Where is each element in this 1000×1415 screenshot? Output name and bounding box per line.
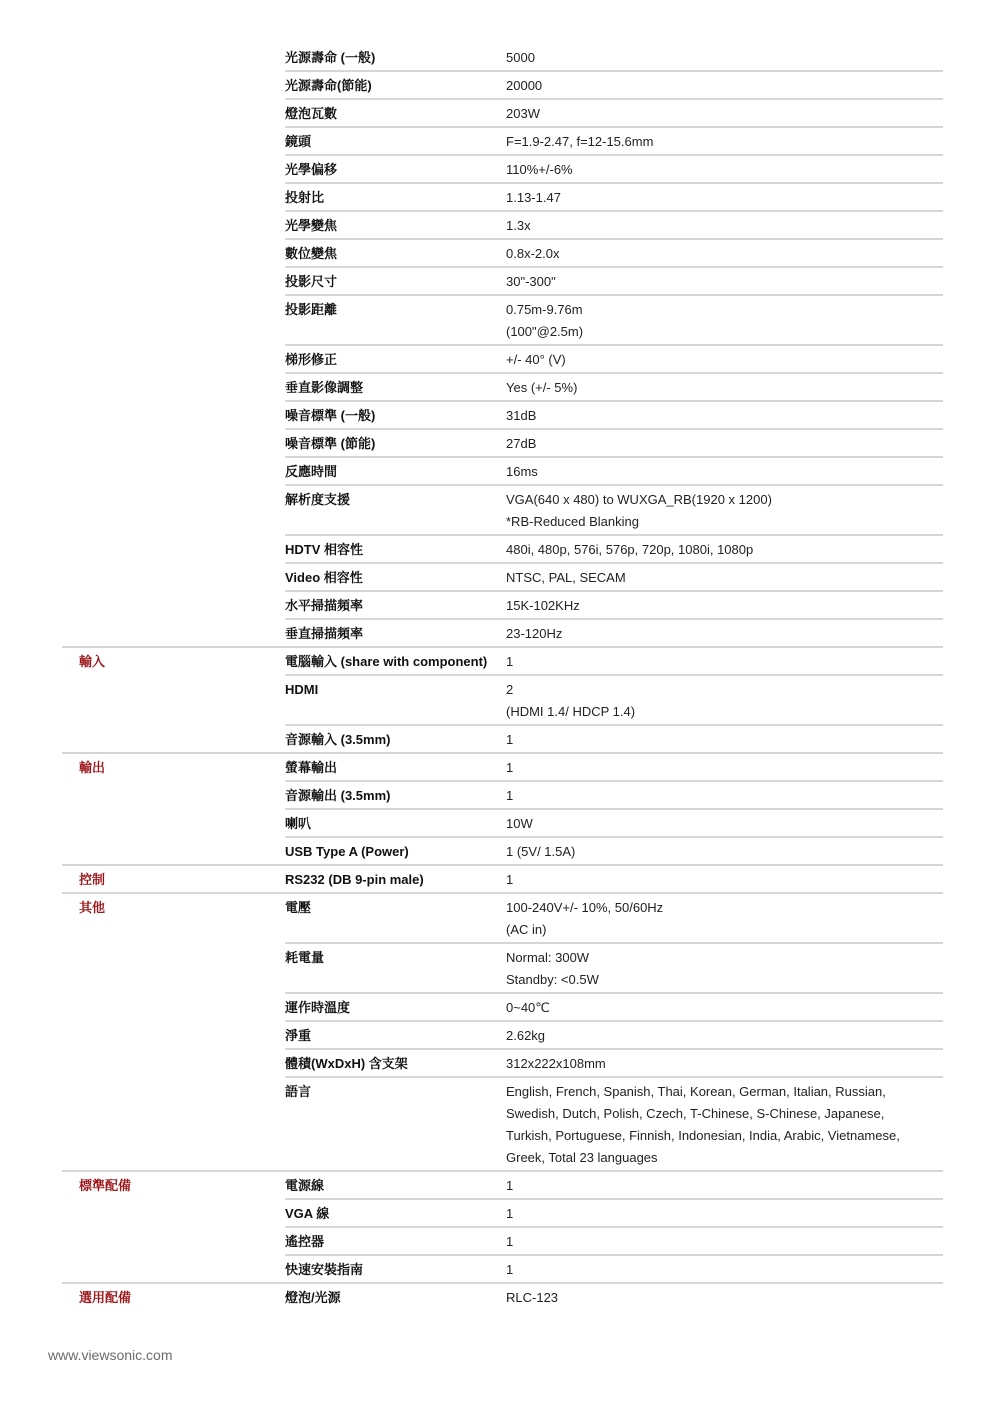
spec-value [506, 489, 943, 533]
spec-label: 數位變焦 [285, 246, 338, 261]
spec-section [62, 1172, 943, 1284]
spec-label: 運作時溫度 [285, 1000, 351, 1015]
spec-value [506, 1259, 943, 1281]
spec-value [506, 75, 943, 97]
spec-label: 光學變焦 [285, 218, 338, 233]
spec-value-line: 1.13-1.47 [506, 190, 561, 205]
spec-value-line: 1 [506, 788, 514, 803]
spec-value-line: 1 [506, 1178, 514, 1193]
spec-value-line: 20000 [506, 78, 543, 93]
section-rows [285, 1172, 943, 1282]
spec-value-line: Normal: 300W [506, 950, 590, 965]
spec-value-line: 1 [506, 654, 514, 669]
spec-value-line: 1 [506, 1206, 514, 1221]
spec-row [285, 72, 943, 100]
spec-label: 燈泡瓦數 [285, 106, 338, 121]
spec-value-line: 480i, 480p, 576i, 576p, 720p, 1080i, 1080p [506, 542, 754, 557]
spec-row [285, 1050, 943, 1078]
spec-value-line: NTSC, PAL, SECAM [506, 570, 626, 585]
spec-value [506, 595, 943, 617]
spec-label: VGA 線 [285, 1206, 330, 1221]
spec-value-line: 30"-300" [506, 274, 556, 289]
section-category: 其他 [79, 900, 106, 915]
spec-row [285, 1022, 943, 1050]
spec-label: 光源壽命(節能) [285, 78, 372, 93]
spec-row [285, 240, 943, 268]
spec-label: USB Type A (Power) [285, 844, 409, 859]
spec-row [285, 374, 943, 402]
spec-section [62, 1284, 943, 1310]
spec-value [506, 869, 943, 891]
spec-row [285, 212, 943, 240]
spec-value-line: 100-240V+/- 10%, 50/60Hz [506, 900, 664, 915]
spec-label: 語言 [285, 1084, 312, 1099]
spec-label: 快速安裝指南 [285, 1262, 364, 1277]
spec-label: 體積(WxDxH) 含支架 [285, 1056, 408, 1071]
spec-value-line: 0.75m-9.76m [506, 302, 583, 317]
spec-row [285, 296, 943, 346]
spec-value-line: 1 (5V/ 1.5A) [506, 844, 576, 859]
spec-value [506, 947, 943, 991]
spec-value [506, 187, 943, 209]
spec-row [285, 782, 943, 810]
spec-value-line: (AC in) [506, 922, 547, 937]
spec-value [506, 841, 943, 863]
spec-value [506, 299, 943, 343]
spec-value [506, 433, 943, 455]
spec-row [285, 1078, 943, 1170]
spec-value-line: Standby: <0.5W [506, 972, 599, 987]
spec-label: 燈泡/光源 [285, 1290, 341, 1305]
spec-value [506, 377, 943, 399]
spec-label: 光源壽命 (一般) [285, 50, 376, 65]
spec-section [62, 648, 943, 754]
spec-value-line: Yes (+/- 5%) [506, 380, 578, 395]
spec-value [506, 159, 943, 181]
spec-label: 電壓 [285, 900, 312, 915]
spec-value-line: RLC-123 [506, 1290, 559, 1305]
spec-row [285, 1200, 943, 1228]
spec-label: 鏡頭 [285, 134, 312, 149]
spec-value-line: 1 [506, 1234, 514, 1249]
spec-value-line: 10W [506, 816, 533, 831]
spec-label: 淨重 [285, 1028, 312, 1043]
spec-label: 光學偏移 [285, 162, 338, 177]
section-rows [285, 648, 943, 752]
spec-value [506, 215, 943, 237]
spec-value-line: 27dB [506, 436, 537, 451]
spec-value-line: 5000 [506, 50, 535, 65]
spec-value-line: 203W [506, 106, 540, 121]
spec-row [285, 128, 943, 156]
spec-value [506, 897, 943, 941]
spec-row [285, 268, 943, 296]
spec-label: 電腦輸入 (share with component) [285, 654, 488, 669]
spec-value [506, 1053, 943, 1075]
spec-value-line: 1.3x [506, 218, 531, 233]
spec-value [506, 729, 943, 751]
spec-row [285, 866, 943, 892]
section-category: 輸出 [79, 760, 106, 775]
spec-value-line: 0~40℃ [506, 1000, 550, 1015]
footer-url[interactable]: www.viewsonic.com [48, 1347, 173, 1363]
spec-value-line: Turkish, Portuguese, Finnish, Indonesian, India, Arabic, Vietnamese, [506, 1128, 900, 1143]
spec-value [506, 623, 943, 645]
spec-table [62, 44, 943, 1310]
spec-value [506, 757, 943, 779]
spec-value-line: 31dB [506, 408, 537, 423]
spec-value [506, 567, 943, 589]
section-rows [285, 894, 943, 1170]
spec-label: 螢幕輸出 [285, 760, 338, 775]
spec-value-line: VGA(640 x 480) to WUXGA_RB(1920 x 1200) [506, 492, 772, 507]
spec-value-line: 2.62kg [506, 1028, 546, 1043]
spec-value [506, 1175, 943, 1197]
spec-row [285, 458, 943, 486]
spec-row [285, 592, 943, 620]
spec-value-line: +/- 40° (V) [506, 352, 566, 367]
spec-value-line: 23-120Hz [506, 626, 563, 641]
spec-value-line: 0.8x-2.0x [506, 246, 560, 261]
spec-value [506, 1025, 943, 1047]
spec-row [285, 430, 943, 458]
spec-label: 噪音標準 (一般) [285, 408, 376, 423]
section-rows [285, 1284, 943, 1310]
spec-row [285, 648, 943, 676]
section-category: 輸入 [79, 654, 106, 669]
spec-value-line: *RB-Reduced Blanking [506, 514, 639, 529]
spec-value-line: 312x222x108mm [506, 1056, 606, 1071]
spec-label: 音源輸入 (3.5mm) [285, 732, 391, 747]
spec-label: HDTV 相容性 [285, 542, 364, 557]
spec-value [506, 405, 943, 427]
spec-section [62, 894, 943, 1172]
spec-row [285, 620, 943, 646]
section-rows [285, 44, 943, 646]
spec-value [506, 997, 943, 1019]
spec-label: 投影距離 [285, 302, 338, 317]
spec-label: 垂直影像調整 [285, 380, 364, 395]
spec-row [285, 44, 943, 72]
spec-value [506, 349, 943, 371]
spec-row [285, 1172, 943, 1200]
spec-row [285, 1228, 943, 1256]
spec-label: 投射比 [285, 190, 325, 205]
spec-row [285, 564, 943, 592]
spec-row [285, 536, 943, 564]
spec-label: 投影尺寸 [285, 274, 338, 289]
spec-row [285, 1284, 943, 1310]
spec-label: 電源線 [285, 1178, 325, 1193]
spec-value-line: (HDMI 1.4/ HDCP 1.4) [506, 704, 636, 719]
spec-value [506, 785, 943, 807]
section-category [62, 44, 285, 646]
spec-label: 垂直掃描頻率 [285, 626, 364, 641]
spec-row [285, 1256, 943, 1282]
spec-row [285, 156, 943, 184]
spec-row [285, 184, 943, 212]
section-rows [285, 754, 943, 864]
spec-row [285, 402, 943, 430]
spec-label: 遙控器 [285, 1234, 325, 1249]
spec-row [285, 944, 943, 994]
spec-row [285, 726, 943, 752]
spec-value-line: F=1.9-2.47, f=12-15.6mm [506, 134, 654, 149]
spec-label: 解析度支援 [285, 492, 351, 507]
spec-label: 水平掃描頻率 [285, 598, 364, 613]
spec-row [285, 100, 943, 128]
spec-value-line: (100"@2.5m) [506, 324, 584, 339]
spec-value [506, 679, 943, 723]
spec-value [506, 651, 943, 673]
spec-label: 反應時間 [285, 464, 338, 479]
spec-label: 噪音標準 (節能) [285, 436, 376, 451]
spec-value-line: 1 [506, 872, 514, 887]
spec-value-line: 16ms [506, 464, 538, 479]
spec-value [506, 243, 943, 265]
spec-section [62, 754, 943, 866]
spec-value-line: 1 [506, 1262, 514, 1277]
section-rows [285, 866, 943, 892]
spec-row [285, 838, 943, 864]
spec-value [506, 103, 943, 125]
spec-value [506, 1203, 943, 1225]
spec-value-line: 110%+/-6% [506, 162, 573, 177]
spec-value [506, 1231, 943, 1253]
spec-label: HDMI [285, 682, 319, 697]
spec-row [285, 754, 943, 782]
spec-value-line: Swedish, Dutch, Polish, Czech, T-Chinese, S-Chinese, Japanese, [506, 1106, 885, 1121]
spec-value [506, 1081, 943, 1169]
spec-row [285, 346, 943, 374]
spec-row [285, 676, 943, 726]
spec-value-line: 1 [506, 760, 514, 775]
section-category: 控制 [79, 872, 106, 887]
spec-value [506, 1287, 943, 1309]
spec-section [62, 44, 943, 648]
spec-value-line: 15K-102KHz [506, 598, 580, 613]
spec-value [506, 813, 943, 835]
spec-label: 音源輸出 (3.5mm) [285, 788, 391, 803]
spec-label: RS232 (DB 9-pin male) [285, 872, 424, 887]
spec-row [285, 894, 943, 944]
spec-value-line: 1 [506, 732, 514, 747]
spec-value-line: 2 [506, 682, 514, 697]
spec-value [506, 47, 943, 69]
spec-label: 耗電量 [285, 950, 325, 965]
spec-row [285, 994, 943, 1022]
spec-label: 梯形修正 [285, 352, 338, 367]
spec-row [285, 486, 943, 536]
spec-value [506, 131, 943, 153]
spec-value [506, 271, 943, 293]
spec-value-line: Greek, Total 23 languages [506, 1150, 658, 1165]
spec-row [285, 810, 943, 838]
spec-label: 喇叭 [285, 816, 312, 831]
spec-section [62, 866, 943, 894]
spec-label: Video 相容性 [285, 570, 363, 585]
spec-value [506, 539, 943, 561]
spec-value-line: English, French, Spanish, Thai, Korean, German, Italian, Russian, [506, 1084, 886, 1099]
section-category: 標準配備 [79, 1178, 132, 1193]
spec-value [506, 461, 943, 483]
section-category: 選用配備 [79, 1290, 132, 1305]
